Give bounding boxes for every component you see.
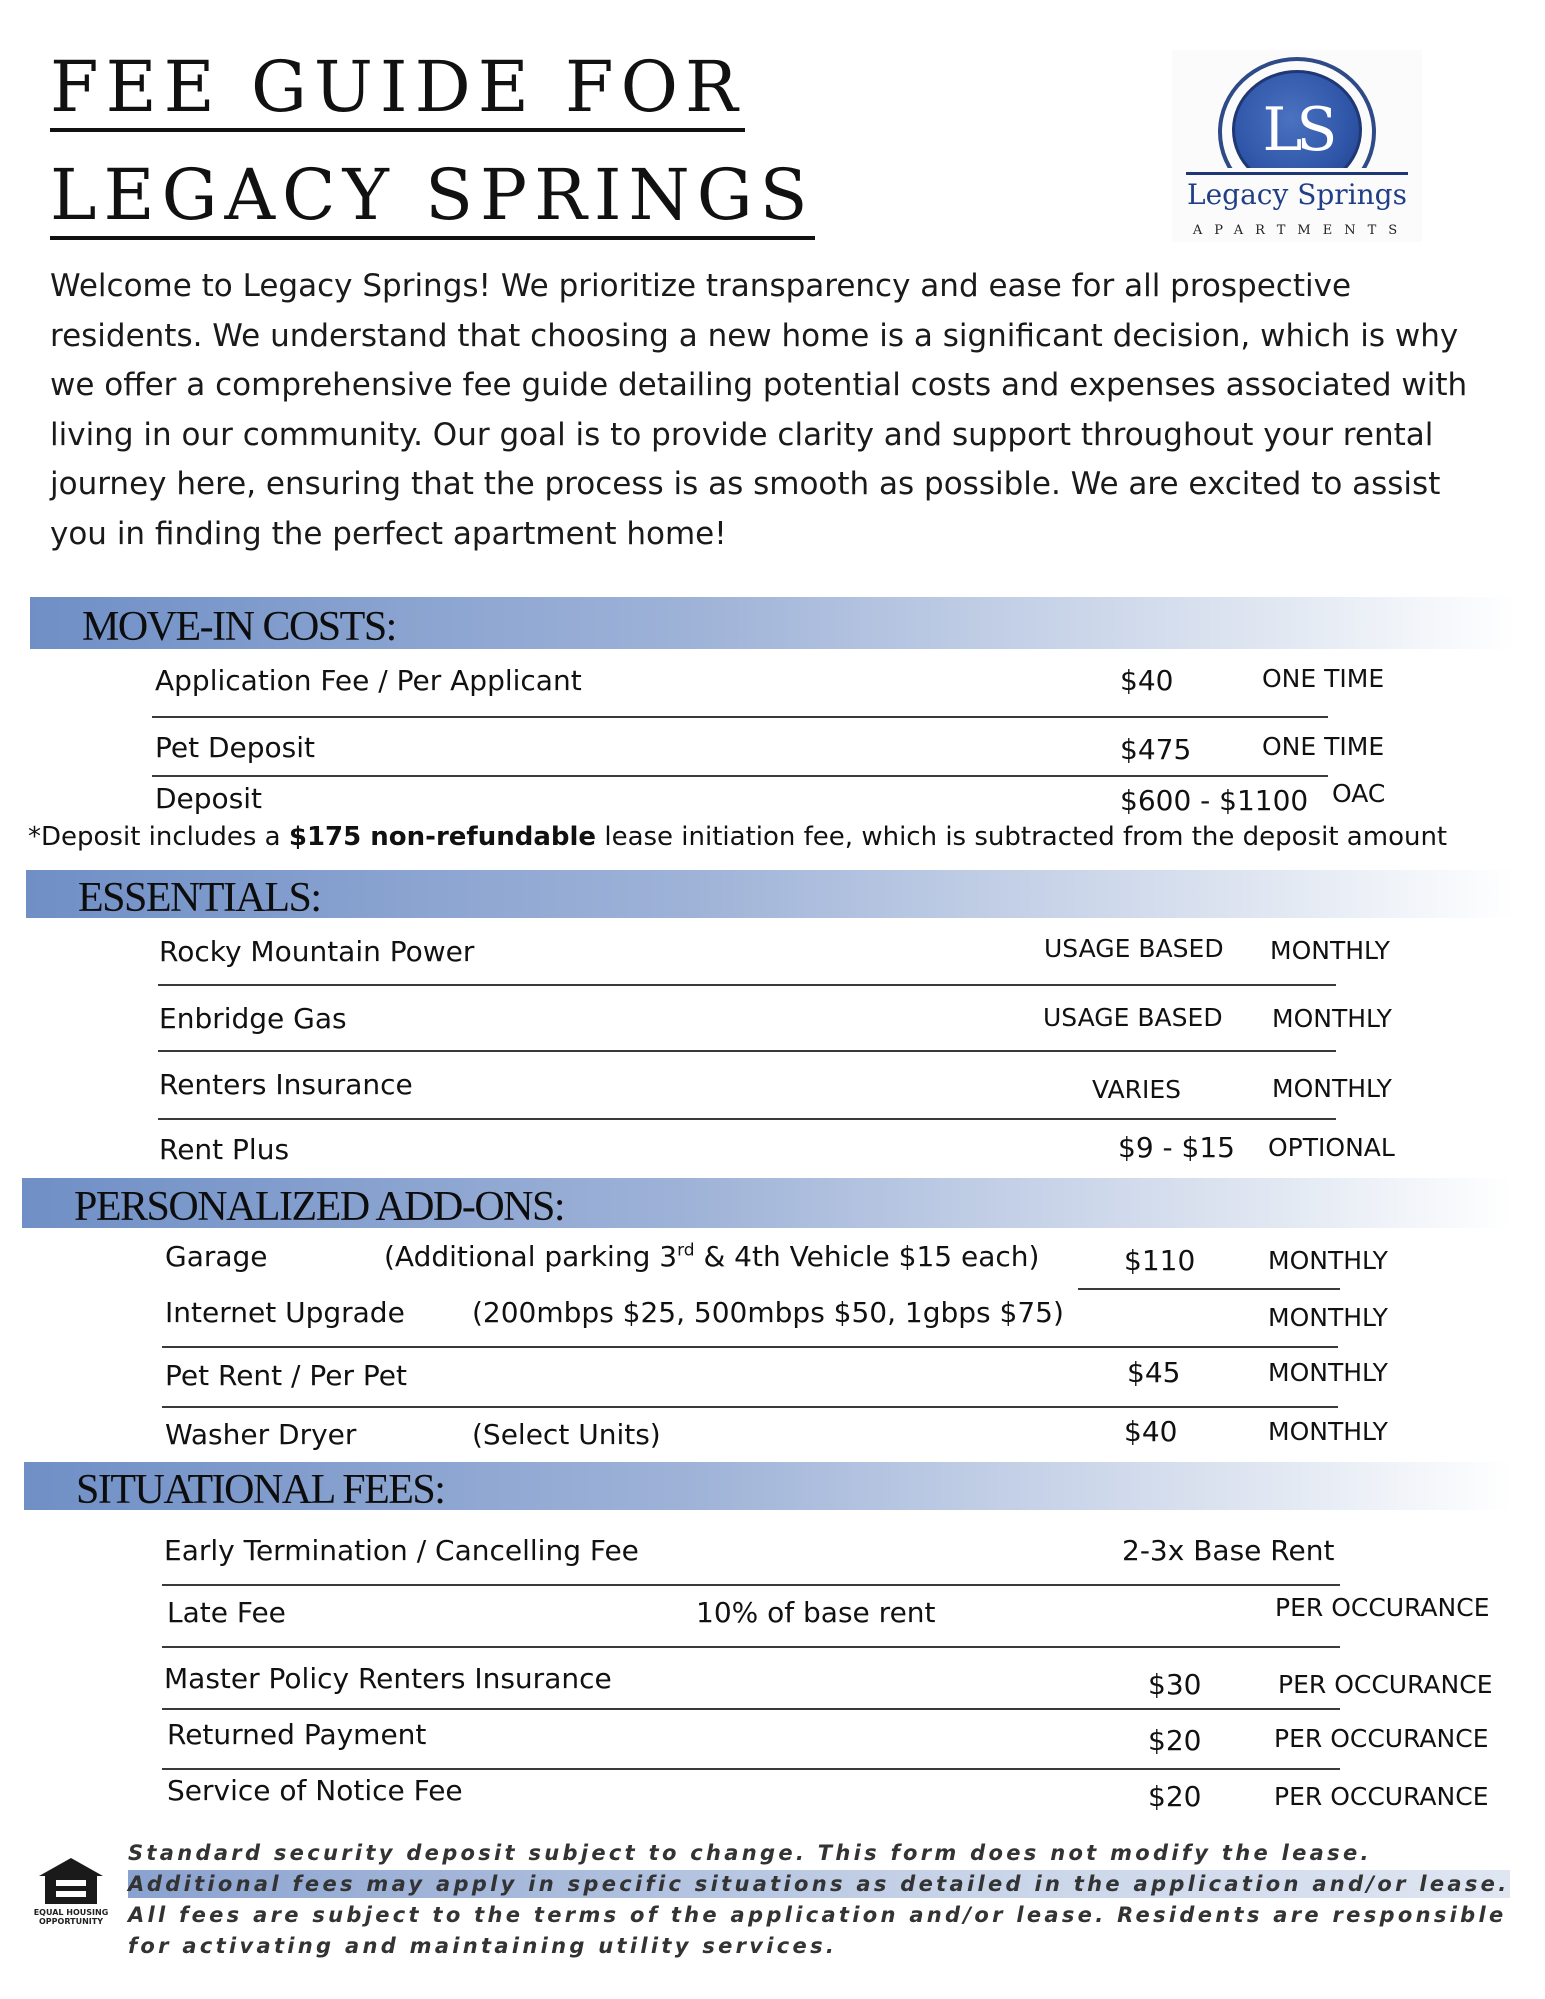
- divider: [158, 984, 1336, 986]
- section-header-situational: [24, 1462, 1512, 1513]
- page-title-line1: FEE GUIDE FOR: [50, 52, 745, 132]
- intro-paragraph: Welcome to Legacy Springs! We prioritize transparency and ease for all prospective residents. We understand that choosing a new home is a significant decision, which is why we offer a comprehensive fee guide detailing potential costs and expenses associated with living in our community. Our goal is to provide clarity and support throughout your rental journey here, ensuring that the process is as smooth as possible. We are excited to assist you in finding the perfect apartment home!: [50, 268, 1468, 552]
- divider: [1078, 1288, 1340, 1290]
- section-title: ESSENTIALS:: [78, 875, 321, 921]
- fee-label: Deposit: [155, 782, 263, 815]
- section-header-move-in: [30, 597, 1517, 649]
- fee-note: 10% of base rent: [696, 1596, 936, 1629]
- divider: [158, 1050, 1336, 1052]
- fee-amount: $45: [1127, 1356, 1181, 1389]
- fee-note: (Additional parking 3rd & 4th Vehicle $15 each): [384, 1240, 1040, 1273]
- section-title: SITUATIONAL FEES:: [76, 1467, 445, 1513]
- fee-label: Pet Rent / Per Pet: [165, 1359, 407, 1392]
- fee-label: Rent Plus: [159, 1133, 290, 1166]
- fee-frequency: PER OCCURANCE: [1275, 1593, 1490, 1622]
- fee-amount: $20: [1148, 1780, 1202, 1813]
- fee-label: Internet Upgrade: [165, 1296, 405, 1329]
- divider: [162, 1768, 1340, 1770]
- logo-rule: [1186, 172, 1408, 175]
- section-header-essentials: [26, 870, 1514, 921]
- divider: [162, 1346, 1338, 1348]
- deposit-note: *Deposit includes a $175 non-refundable lease initiation fee, which is subtracted from the deposit amount: [28, 822, 1448, 852]
- fee-amount: VARIES: [1092, 1075, 1182, 1104]
- section-title: MOVE-IN COSTS:: [82, 604, 396, 650]
- deposit-note-bold: $175 non-refundable: [288, 822, 597, 852]
- equal-housing-label: EQUAL HOUSING OPPORTUNITY: [33, 1908, 109, 1926]
- divider: [162, 1406, 1338, 1408]
- fee-frequency: ONE TIME: [1262, 664, 1385, 693]
- fee-label: Garage: [165, 1240, 268, 1273]
- fee-frequency: ONE TIME: [1262, 732, 1385, 761]
- legacy-springs-logo: [1172, 50, 1422, 242]
- fee-frequency: MONTHLY: [1268, 1358, 1388, 1387]
- fee-frequency: PER OCCURANCE: [1274, 1782, 1489, 1811]
- fee-frequency: MONTHLY: [1268, 1303, 1388, 1332]
- house-icon: [37, 1856, 105, 1906]
- divider: [162, 1708, 1340, 1710]
- fee-label: Early Termination / Cancelling Fee: [164, 1534, 639, 1567]
- fee-label: Renters Insurance: [159, 1068, 413, 1101]
- fee-amount: $9 - $15: [1118, 1131, 1235, 1164]
- fee-amount: 2-3x Base Rent: [1122, 1534, 1335, 1567]
- fee-label: Application Fee / Per Applicant: [155, 664, 582, 697]
- fee-frequency: MONTHLY: [1272, 1074, 1392, 1103]
- section-title: PERSONALIZED ADD-ONS:: [74, 1184, 565, 1230]
- fee-label: Master Policy Renters Insurance: [164, 1662, 612, 1695]
- divider: [162, 1646, 1340, 1648]
- divider: [152, 716, 1328, 718]
- fee-label: Washer Dryer: [165, 1418, 357, 1451]
- fee-note: (Select Units): [472, 1418, 661, 1451]
- fee-label: Returned Payment: [167, 1718, 427, 1751]
- fee-amount: $20: [1148, 1724, 1202, 1757]
- page-title-line2: LEGACY SPRINGS: [50, 160, 815, 240]
- fee-label: Rocky Mountain Power: [159, 935, 475, 968]
- fee-amount: $30: [1148, 1668, 1202, 1701]
- fee-amount: $475: [1120, 733, 1192, 766]
- logo-name: Legacy Springs: [1187, 178, 1407, 211]
- fee-amount: $40: [1124, 1415, 1178, 1448]
- fee-amount: $110: [1124, 1244, 1196, 1277]
- logo-subtitle: APARTMENTS: [1192, 223, 1410, 238]
- fee-frequency: PER OCCURANCE: [1274, 1724, 1489, 1753]
- fee-frequency: OPTIONAL: [1268, 1133, 1395, 1162]
- fee-label: Late Fee: [167, 1596, 286, 1629]
- fee-note: (200mbps $25, 500mbps $50, 1gbps $75): [472, 1296, 1064, 1329]
- fee-label: Service of Notice Fee: [167, 1774, 463, 1807]
- fee-label: Enbridge Gas: [159, 1002, 347, 1035]
- fee-frequency: OAC: [1332, 779, 1386, 808]
- fee-label: Pet Deposit: [155, 731, 316, 764]
- fee-frequency: MONTHLY: [1270, 936, 1390, 965]
- section-header-add-ons: [22, 1178, 1512, 1228]
- fee-amount: USAGE BASED: [1044, 934, 1224, 963]
- logo-monogram: LS: [1232, 70, 1362, 190]
- fee-frequency: MONTHLY: [1268, 1246, 1388, 1275]
- disclaimer-text: Standard security deposit subject to change. This form does not modify the lease. Additional fees may apply in specific situations as detailed in the application and/or lease. All fees are subject to the terms of the application and/or lease. Residents are responsible for activating and maintaining utility services.: [128, 1841, 1510, 1958]
- fee-amount: USAGE BASED: [1043, 1003, 1223, 1032]
- fee-amount: $600 - $1100: [1120, 784, 1309, 817]
- fee-frequency: PER OCCURANCE: [1278, 1670, 1493, 1699]
- divider: [162, 1584, 1340, 1586]
- fee-frequency: MONTHLY: [1268, 1417, 1388, 1446]
- divider: [152, 775, 1328, 777]
- fee-amount: $40: [1120, 664, 1174, 697]
- fee-frequency: MONTHLY: [1272, 1004, 1392, 1033]
- divider: [158, 1118, 1336, 1120]
